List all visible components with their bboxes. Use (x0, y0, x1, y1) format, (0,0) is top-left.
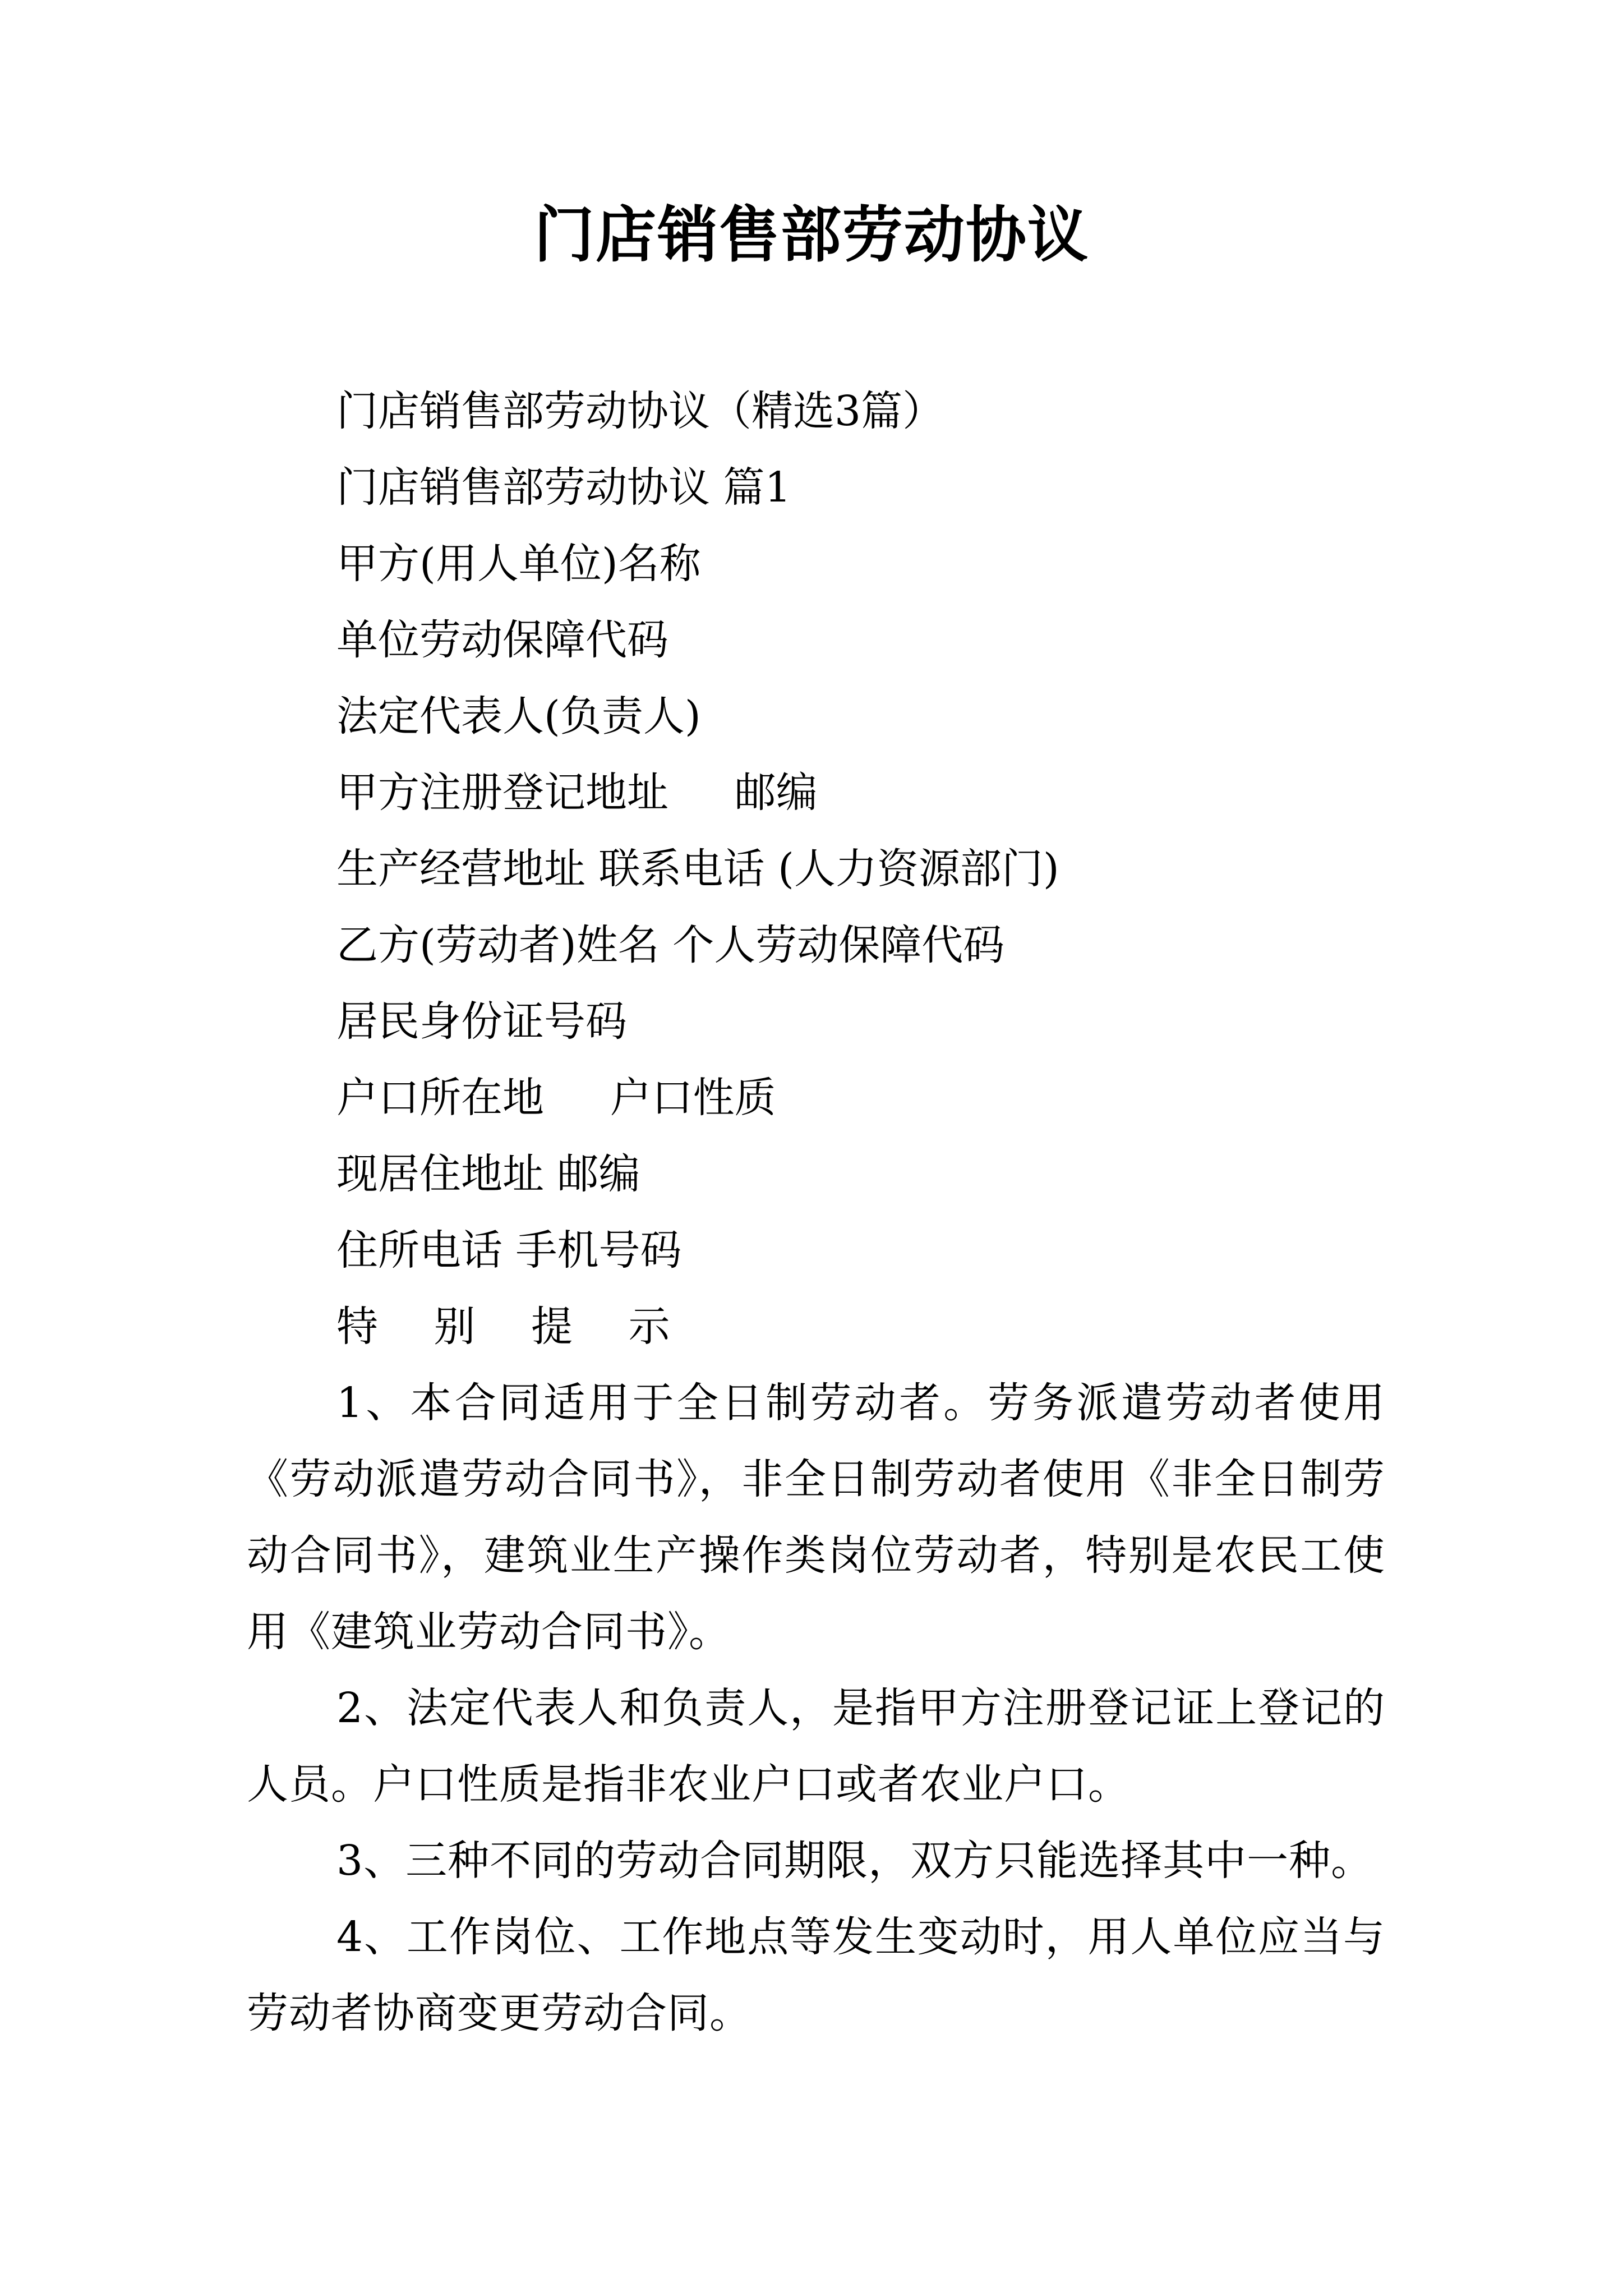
doc-line-phone: 住所电话 手机号码 (336, 1226, 682, 1274)
notice-paragraph-1: 1、本合同适用于全日制劳动者。劳务派遣劳动者使用《劳动派遣劳动合同书》，非全日制劳动者使用《非全日制劳动合同书》，建筑业生产操作类岗位劳动者，特别是农民工使用《建筑业劳动合同书》。 (247, 1379, 1385, 1656)
doc-line-legal-representative: 法定代表人(负责人) (336, 692, 701, 740)
doc-line-special-notice: 特 别 提 示 (336, 1303, 691, 1351)
doc-line-current-address: 现居住地址 邮编 (336, 1150, 640, 1198)
document-body (247, 373, 1385, 2051)
document-title: 门店销售部劳动协议 (533, 200, 1089, 270)
notice-paragraph-2: 2、法定代表人和负责人，是指甲方注册登记证上登记的人员。户口性质是指非农业户口或者农业户口。 (247, 1684, 1385, 1809)
doc-line-subtitle: 门店销售部劳动协议（精选3篇） (336, 387, 944, 435)
doc-line-section-heading: 门店销售部劳动协议 篇1 (336, 463, 791, 512)
notice-paragraph-3: 3、三种不同的劳动合同期限，双方只能选择其中一种。 (336, 1837, 1373, 1885)
doc-line-employee-name: 乙方(劳动者)姓名 个人劳动保障代码 (336, 921, 1005, 969)
doc-line-business-address: 生产经营地址 联系电话 (人力资源部门) (336, 845, 1059, 893)
notice-paragraph-4: 4、工作岗位、工作地点等发生变动时，用人单位应当与劳动者协商变更劳动合同。 (247, 1913, 1385, 2037)
doc-line-employer-code: 单位劳动保障代码 (336, 616, 668, 664)
doc-line-household-registration: 户口所在地 户口性质 (336, 1074, 776, 1122)
doc-line-id-number: 居民身份证号码 (336, 997, 627, 1046)
doc-line-registered-address: 甲方注册登记地址 邮编 (336, 769, 818, 817)
doc-line-employer-name: 甲方(用人单位)名称 (336, 540, 701, 588)
